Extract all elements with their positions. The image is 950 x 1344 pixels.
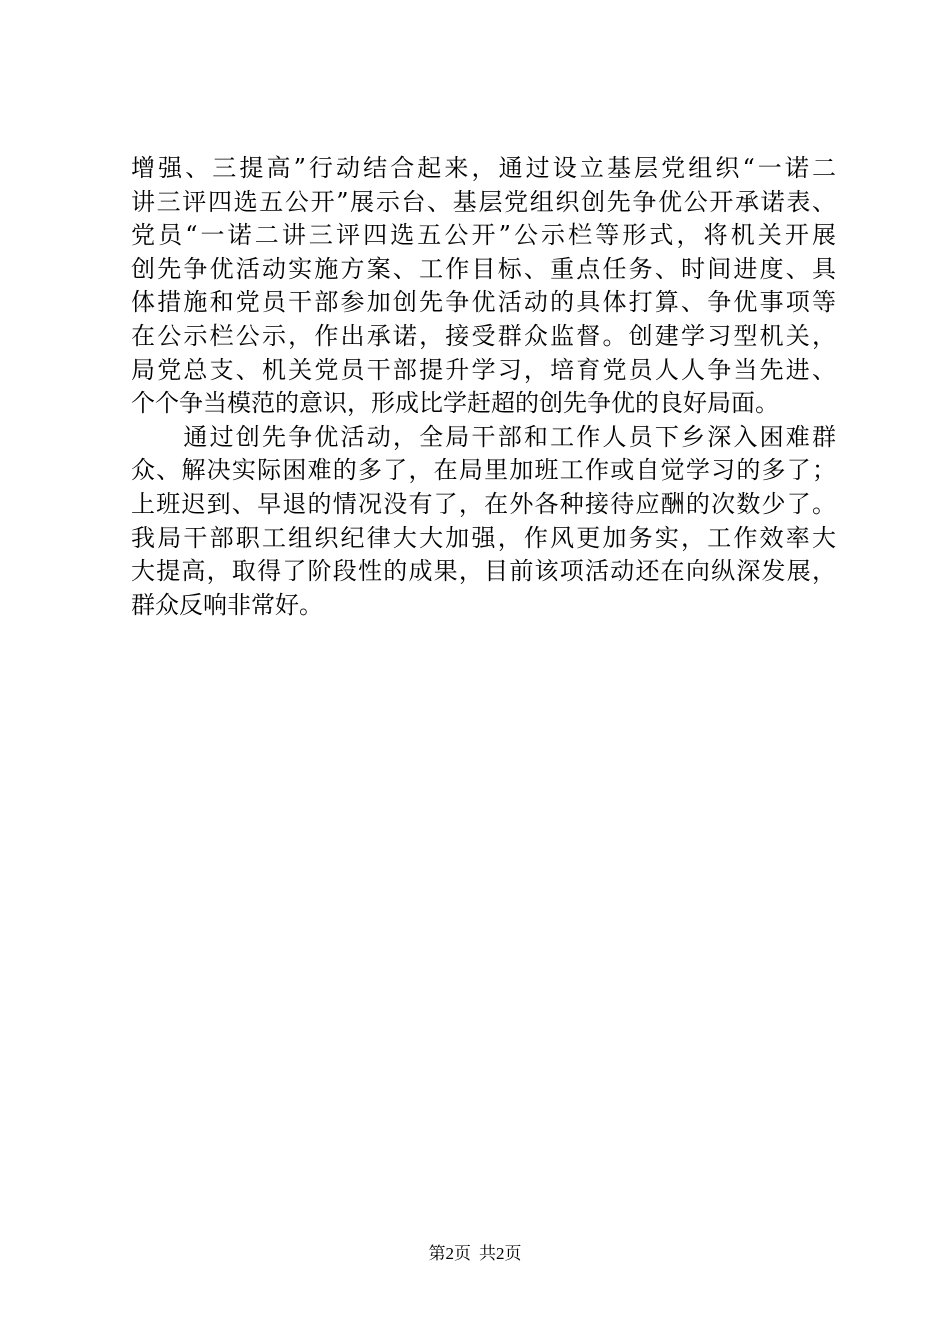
text-line: 在公示栏公示，作出承诺，接受群众监督。创建学习型机关， [131, 321, 836, 350]
text-line: 体措施和党员干部参加创先争优活动的具体打算、争优事项等 [131, 288, 836, 317]
body-text [131, 152, 836, 622]
text-line: 个个争当模范的意识，形成比学赶超的创先争优的良好局面。 [131, 389, 779, 418]
text-line: 众、解决实际困难的多了，在局里加班工作或自觉学习的多了； [131, 456, 836, 485]
page-number-current: 第2页 [428, 1244, 471, 1263]
text-line: 上班迟到、早退的情况没有了，在外各种接待应酬的次数少了。 [131, 489, 836, 518]
text-line: 讲三评四选五公开”展示台、基层党组织创先争优公开承诺表、 [131, 187, 836, 216]
text-line: 党员“一诺二讲三评四选五公开”公示栏等形式，将机关开展 [131, 221, 836, 250]
text-line: 通过创先争优活动，全局干部和工作人员下乡深入困难群 [131, 422, 836, 451]
page-footer [0, 1242, 950, 1266]
text-line: 局党总支、机关党员干部提升学习，培育党员人人争当先进、 [131, 355, 836, 384]
text-line: 群众反响非常好。 [131, 590, 323, 619]
text-line: 我局干部职工组织纪律大大加强，作风更加务实，工作效率大 [131, 523, 836, 552]
text-line: 创先争优活动实施方案、工作目标、重点任务、时间进度、具 [131, 254, 836, 283]
page-number-total: 共2页 [479, 1244, 522, 1263]
text-line: 大提高，取得了阶段性的成果，目前该项活动还在向纵深发展， [131, 557, 836, 586]
text-line: 增强、三提高”行动结合起来，通过设立基层党组织“一诺二 [131, 154, 836, 182]
